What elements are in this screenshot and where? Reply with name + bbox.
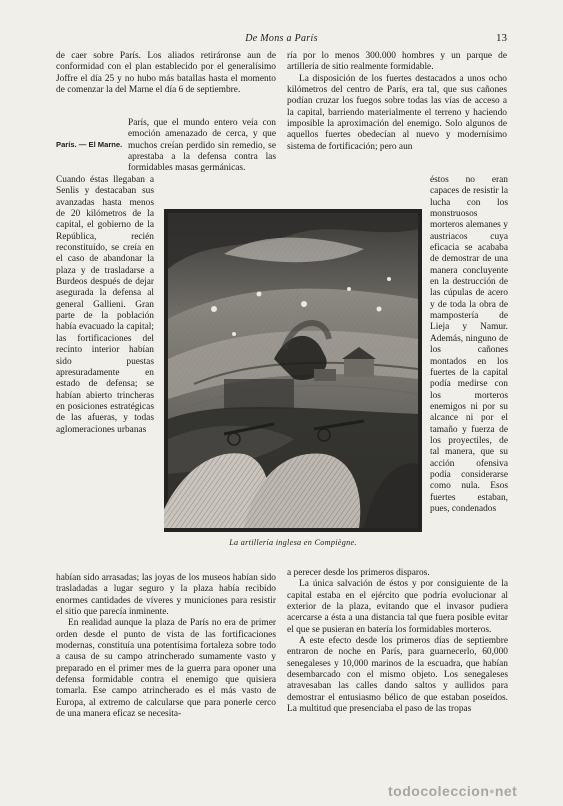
paragraph: de caer sobre París. Los aliados retiráronse aun de conformidad con el plan establecido por el generalísimo Joffre el día 25 y no hubo más batallas hasta el momento de comenzar la del Marne el día 6 de septiembre. [56,51,276,96]
running-header-title: De Mons a París [245,33,318,44]
paragraph: a perecer desde los primeros disparos. [287,568,430,578]
watermark-tld: net [494,783,518,799]
narrow-right-column [430,175,508,515]
watermark-brand: todocoleccion [388,783,490,799]
page-number: 13 [496,32,507,44]
right-column-top [287,51,507,153]
figure-caption: La artillería inglesa en Compiègne. [229,538,357,547]
left-column-bottom [56,573,276,720]
margin-sidenote: París. — El Marne. [56,140,123,149]
watermark [388,783,517,799]
paragraph: habían sido arrasadas; las joyas de los museos habían sido trasladadas a lugar seguro y la plaza había recibido enormes cantidades de víveres y municiones para resistir el sitio que parecía inminente. [56,573,276,618]
paris-intro-text: París, que el mundo entero veía con emoción amenazado de cerca, y que muchos creían perdido sin remedio, se aprestaba a la defensa contra las formidables masas germánicas. [128,118,276,174]
paragraph: En realidad aunque la plaza de París no era de primer orden desde el punto de vista de las fortificaciones modernas, constituía una potentísima fortaleza sobre todo a causa de su campo atrincherado sumamente vasto y preparado en el primer mes de la guerra para oponer una defensa formidable contra el enemigo que quisiera tomarla. Ese campo atrincherado es el más vasto de Europa, al extremo de calcularse que para ponerle cerco de una manera eficaz se necesita- [56,618,276,720]
narrow-left-column [56,175,154,436]
paris-section [56,118,276,175]
watermark-dot: • [489,783,495,799]
right-column-bottom [287,568,508,715]
paragraph: La única salvación de éstos y por consiguiente de la capital estaba en el ejército que podría evolucionar al exterior de la plaza, evitando que el invasor pudiera acercarse a ésta a una distancia tal que fuera posible evitar el que se pusieran en batería los formidables morteros. [287,579,508,635]
artillery-engraving-image [164,209,422,532]
paragraph-narrow-right: éstos no eran capaces de resistir la lucha con los monstruosos morteros alemanes y austriacos cuya eficacia se acababa de demostrar de una manera concluyente en la destrucción de las cúpulas de acero y de toda la obra de mampostería de Lieja y Namur. Además, ninguno de los cañones montados en los fuertes de la capital podía medirse con los morteros enemigos ni por su alcance ni por el tamaño y fuerza de los proyectiles, de tal manera, que su acción ofensiva podía considerarse como nula. Esos fuertes estaban, pues, condenados [430,175,508,514]
illustration-figure [164,209,422,532]
paragraph: La disposición de los fuertes destacados a unos ocho kilómetros del centro de París, era tal, que sus cañones podían cruzar los fuegos sobre todas las vías de acceso a la capital, barriendo materialmente el terreno y haciendo imposible la aproximación del enemigo. Solo algunos de aquellos fuertes obedecían al nuevo y modernísimo sistema de fortificación; pero aun [287,73,507,152]
left-column-top [56,51,276,96]
paragraph-narrow-left: Cuando éstas llegaban a Senlis y destacaban sus avanzadas hasta menos de 20 kilómetros de la capital, el gobierno de la República, recién reconstituído, se creía en el caso de abandonar la plaza y de trasladarse a Burdeos después de dejar asegurada la defensa al general Gallieni. Gran parte de la población había evacuado la capital; las fortificaciones del recinto interior habían sido puestas apresuradamente en estado de defensa; se habían abierto trincheras en posiciones estratégicas de las afueras, y todas aglomeraciones urbanas [56,175,154,435]
paragraph: ría por lo menos 300.000 hombres y un parque de artillería de sitio realmente formidable. [287,51,507,73]
paragraph: A este efecto desde los primeros días de septiembre entraron de noche en París, para guarnecerlo, 60,000 senegaleses y 10,000 marinos de la escuadra, que habían desembarcado con el mismo objeto. Los senegaleses atravesaban las calles dando saltos y aullidos para demostrar el entusiasmo bélico de que estaban poseídos. La multitud que presenciaba el paso de las tropas [287,636,508,715]
